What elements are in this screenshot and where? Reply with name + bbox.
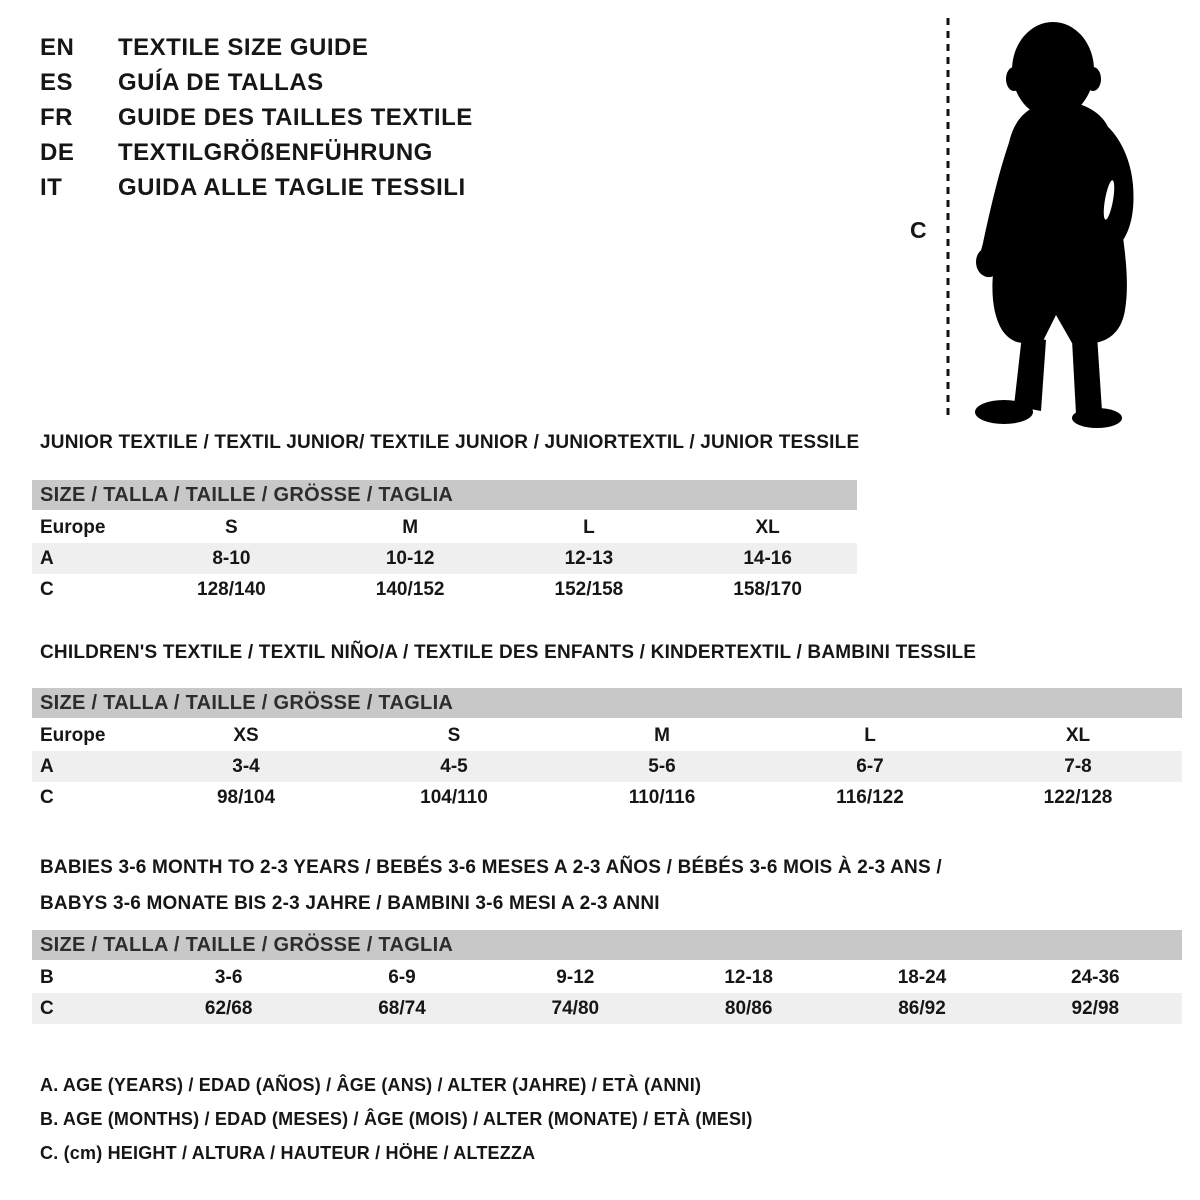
lang-code: IT (40, 173, 63, 201)
size-cell: 128/140 (197, 578, 266, 600)
guide-title: TEXTILGRÖßENFÜHRUNG (118, 138, 433, 166)
table-row (32, 543, 857, 574)
section-babies-textile (32, 850, 1182, 1024)
size-cell: XL (755, 516, 780, 538)
junior-size-table (32, 512, 857, 605)
size-cell: 10-12 (385, 547, 435, 569)
size-cell: 18-24 (897, 966, 947, 988)
guide-title: GUIDE DES TAILLES TEXTILE (118, 103, 473, 131)
row-label: A (40, 547, 54, 569)
guide-title: GUÍA DE TALLAS (118, 68, 324, 96)
size-cell: 24-36 (1071, 966, 1120, 988)
size-header-bar: SIZE / TALLA / TAILLE / GRÖSSE / TAGLIA (32, 930, 1182, 960)
size-cell: XL (1065, 724, 1091, 746)
lang-row-de (40, 135, 473, 170)
size-cell: 80/86 (724, 997, 773, 1019)
size-cell: 7-8 (1064, 755, 1092, 777)
lang-row-it (40, 170, 473, 205)
size-cell: 3-6 (214, 966, 243, 988)
size-cell: 158/170 (733, 578, 802, 600)
size-cell: 68/74 (378, 997, 426, 1019)
legend-line-b: B. AGE (MONTHS) / EDAD (MESES) / ÂGE (MOIS) / ALTER (MONATE) / ETÀ (MESI) (40, 1109, 753, 1129)
language-title-list (40, 30, 473, 205)
row-label: C (40, 786, 54, 808)
children-size-table (32, 720, 1182, 813)
section-title-babies-line2: BABYS 3-6 MONATE BIS 2-3 JAHRE / BAMBINI 3-6 MESI A 2-3 ANNI (40, 893, 660, 914)
size-cell: XS (233, 724, 259, 746)
section-title-babies-line1: BABIES 3-6 MONTH TO 2-3 YEARS / BEBÉS 3-6 MESES A 2-3 AÑOS / BÉBÉS 3-6 MOIS À 2-3 ANS / (40, 857, 942, 878)
table-row (32, 574, 857, 605)
lang-code: EN (40, 33, 75, 61)
height-measure-dashed-line (946, 18, 950, 416)
size-cell: 122/128 (1043, 786, 1113, 808)
size-cell: S (225, 516, 238, 538)
section-childrens-textile (32, 642, 1182, 813)
size-cell: 140/152 (375, 578, 445, 600)
size-cell: 12-13 (564, 547, 614, 569)
row-label: C (40, 578, 54, 600)
size-cell: 116/122 (836, 786, 904, 808)
section-junior-textile (32, 432, 860, 605)
table-row (32, 993, 1182, 1024)
lang-row-fr (40, 100, 473, 135)
size-cell: L (583, 516, 595, 538)
lang-row-es (40, 65, 473, 100)
size-cell: 104/110 (420, 786, 488, 808)
size-header-bar: SIZE / TALLA / TAILLE / GRÖSSE / TAGLIA (32, 688, 1182, 718)
lang-code: ES (40, 68, 74, 96)
lang-code: FR (40, 103, 73, 131)
size-cell: 152/158 (554, 578, 624, 600)
row-label: C (40, 997, 54, 1019)
table-row (32, 962, 1182, 993)
size-cell: 3-4 (232, 755, 260, 777)
row-label: B (40, 966, 54, 988)
guide-title: TEXTILE SIZE GUIDE (118, 33, 369, 61)
size-cell: 6-7 (856, 755, 884, 777)
size-cell: M (654, 724, 670, 746)
size-cell: 6-9 (388, 966, 416, 988)
size-cell: 14-16 (743, 547, 792, 569)
size-cell: 92/98 (1071, 997, 1120, 1019)
guide-title: GUIDA ALLE TAGLIE TESSILI (118, 173, 466, 201)
row-label: Europe (40, 516, 106, 538)
measurement-legend (40, 1068, 753, 1170)
size-cell: 86/92 (898, 997, 946, 1019)
size-cell: L (864, 724, 876, 746)
size-cell: 12-18 (724, 966, 773, 988)
lang-row-en (40, 30, 473, 65)
size-cell: 110/116 (628, 786, 696, 808)
size-header-bar: SIZE / TALLA / TAILLE / GRÖSSE / TAGLIA (32, 480, 857, 510)
size-cell: M (402, 516, 419, 538)
lang-code: DE (40, 138, 75, 166)
size-cell: 4-5 (440, 755, 468, 777)
size-cell: 98/104 (216, 786, 276, 808)
row-label: A (40, 755, 54, 777)
size-cell: 9-12 (556, 966, 595, 988)
measure-figure (890, 0, 1200, 440)
babies-size-table (32, 962, 1182, 1024)
table-row (32, 782, 1182, 813)
legend-line-a: A. AGE (YEARS) / EDAD (AÑOS) / ÂGE (ANS) / ALTER (JAHRE) / ETÀ (ANNI) (40, 1075, 702, 1095)
legend-line-c: C. (cm) HEIGHT / ALTURA / HAUTEUR / HÖHE / ALTEZZA (40, 1143, 536, 1163)
table-row (32, 512, 857, 543)
size-cell: 5-6 (648, 755, 676, 777)
section-title-children: CHILDREN'S TEXTILE / TEXTIL NIÑO/A / TEXTILE DES ENFANTS / KINDERTEXTIL / BAMBINI TESSILE (40, 642, 977, 663)
section-title-junior: JUNIOR TEXTILE / TEXTIL JUNIOR/ TEXTILE JUNIOR / JUNIORTEXTIL / JUNIOR TESSILE (40, 432, 860, 453)
table-row (32, 720, 1182, 751)
measure-c-label: C (910, 217, 927, 243)
table-row (32, 751, 1182, 782)
toddler-silhouette-image (962, 15, 1162, 430)
size-cell: 8-10 (212, 547, 251, 569)
size-cell: 62/68 (204, 997, 253, 1019)
size-cell: S (447, 724, 461, 746)
row-label: Europe (40, 724, 106, 746)
size-cell: 74/80 (551, 997, 600, 1019)
